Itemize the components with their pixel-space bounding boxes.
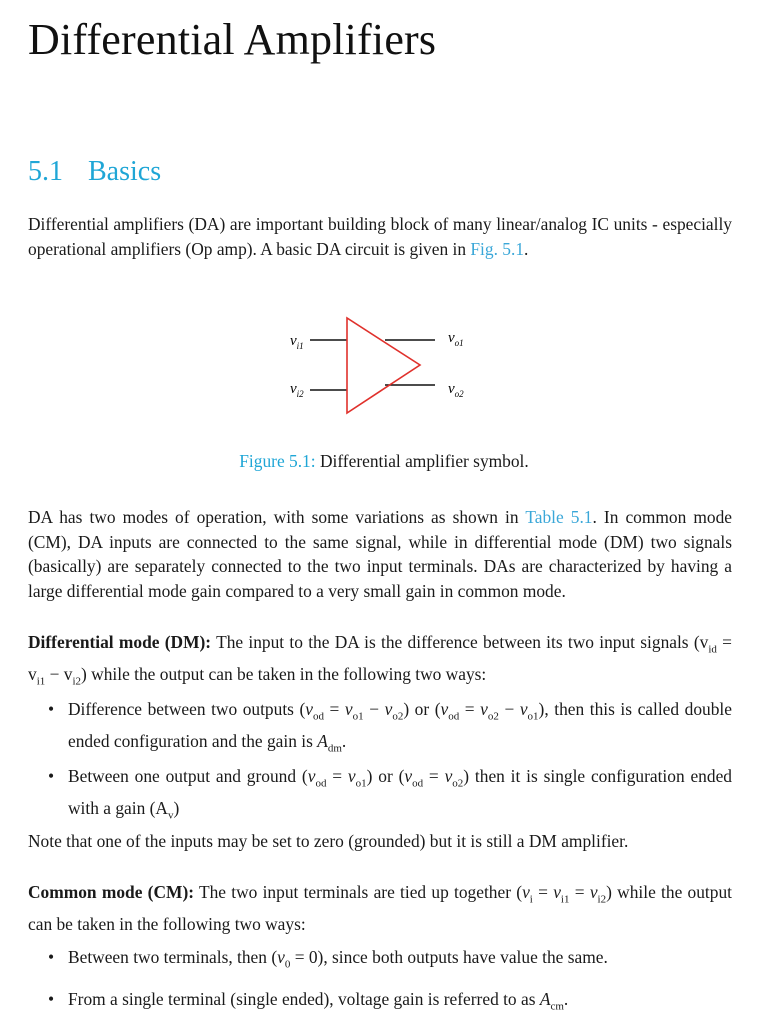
dm-bullet-list (48, 697, 732, 761)
bullet-icon: • (48, 699, 55, 719)
item-text: Between two terminals, then ( (68, 947, 278, 967)
dm-text: = v (28, 632, 732, 684)
intro-text-end: . (524, 238, 529, 259)
list-item (48, 764, 732, 828)
cm-text: The two input terminals are tied up together ( (194, 882, 523, 902)
item-text: = (423, 766, 445, 786)
table-reference-link[interactable]: Table 5.1 (525, 507, 593, 527)
math-var: v (444, 766, 453, 786)
math-sub: o1 (527, 710, 539, 723)
math-sub: od (315, 777, 327, 790)
amplifier-triangle (347, 318, 420, 413)
math-var: v (480, 699, 488, 719)
figure-caption-text: Differential amplifier symbol. (315, 451, 529, 471)
cm-text: = (532, 882, 554, 902)
item-text: . (563, 989, 569, 1009)
modes-text: DA has two modes of operation, with some variations as shown in (28, 507, 526, 527)
item-text: ) or ( (366, 766, 405, 786)
item-text: = (324, 699, 345, 719)
output-label-2: $v_{o2}$ (448, 381, 464, 399)
math-sub: i (529, 893, 533, 906)
math-sub: o2 (392, 710, 404, 723)
list-item (48, 697, 732, 761)
math-sub: o2 (487, 710, 499, 723)
math-sub: od (313, 710, 324, 723)
cm-text: = (569, 882, 590, 902)
figure-reference-link[interactable]: Fig. 5.1 (470, 238, 525, 259)
input-label-1: $v_{i1}$ (290, 333, 304, 351)
math-sub: dm (327, 742, 342, 755)
math-var: v (307, 766, 316, 786)
math-var: v (589, 882, 598, 902)
cm-paragraph (28, 880, 732, 936)
item-text: ), then this is called double ended configuration and the gain is (68, 699, 732, 751)
math-sub: o2 (452, 777, 464, 790)
cm-bullet-list-2 (48, 987, 732, 1019)
cm-heading: Common mode (CM): (28, 882, 195, 902)
item-text: = 0), since both outputs have value the same. (290, 947, 608, 967)
math-var: v (277, 947, 285, 967)
math-var: v (553, 882, 561, 902)
item-text: ) (173, 797, 180, 818)
section-heading (28, 156, 161, 188)
item-text: − (363, 699, 385, 719)
dm-sub: i2 (72, 675, 82, 688)
math-sub: v (167, 809, 174, 822)
item-text: ) then it is single configuration ended with a gain (A (68, 766, 732, 818)
dm-bullet-list-2 (48, 764, 732, 828)
item-text: . (341, 730, 347, 751)
chapter-title: Differential Amplifiers (28, 15, 437, 64)
intro-text: Differential amplifiers (DA) are important building block of many linear/analog IC units - especially operational amplifiers (Op amp). A basic DA circuit is given in (28, 214, 732, 259)
amplifier-symbol-diagram (270, 310, 500, 420)
dm-text: − v (45, 663, 73, 684)
math-var: v (404, 766, 413, 786)
dm-paragraph (28, 630, 732, 694)
item-text: − (498, 699, 520, 719)
input-label-2: $v_{i2}$ (290, 381, 304, 399)
math-var: v (344, 699, 353, 719)
math-var: A (539, 989, 551, 1009)
modes-text-end: . In common mode (CM), DA inputs are connected to the same signal, while in differential mode (DM) two signals (basically) are separately connected to the two input terminals. DAs are characterized by having a large differential mode gain compared to a very small gain in common mode. (28, 507, 732, 601)
dm-text: ) while the output can be taken in the following two ways: (81, 663, 487, 684)
math-sub: i2 (597, 893, 607, 906)
bullet-icon: • (48, 947, 55, 967)
figure-caption-label: Figure 5.1: (239, 451, 316, 471)
bullet-icon: • (48, 989, 55, 1009)
cm-bullet-list (48, 945, 732, 977)
math-sub: 0 (284, 958, 291, 971)
math-sub: cm (550, 1000, 564, 1013)
math-var: A (317, 730, 328, 751)
math-var: v (347, 766, 356, 786)
list-item (48, 987, 732, 1019)
section-title: Basics (88, 156, 162, 187)
cm-text: ) while the output can be taken in the following two ways: (28, 882, 732, 934)
math-var: v (440, 699, 449, 719)
item-text: = (459, 699, 481, 719)
math-sub: od (412, 777, 424, 790)
list-item (48, 945, 732, 977)
modes-paragraph (28, 505, 732, 603)
section-number: 5.1 (28, 156, 63, 187)
item-text: From a single terminal (single ended), voltage gain is referred to as (68, 989, 540, 1009)
dm-text: The input to the DA is the difference between its two input signals (v (211, 632, 709, 652)
math-var: v (305, 699, 313, 719)
figure-caption (0, 451, 768, 472)
math-var: v (522, 882, 530, 902)
math-sub: od (448, 710, 460, 723)
item-text: Between one output and ground ( (68, 766, 308, 786)
math-var: v (519, 699, 528, 719)
dm-sub: i1 (36, 675, 46, 688)
math-var: v (384, 699, 393, 719)
item-text: ) or ( (403, 699, 441, 719)
item-text: = (326, 766, 348, 786)
item-text: Difference between two outputs ( (68, 699, 306, 719)
intro-paragraph (28, 212, 732, 261)
math-sub: i1 (560, 893, 570, 906)
math-sub: o1 (352, 710, 364, 723)
math-sub: o1 (355, 777, 367, 790)
output-label-1: $v_{o1}$ (448, 330, 464, 348)
bullet-icon: • (48, 766, 55, 786)
dm-sub: id (708, 643, 717, 656)
dm-heading: Differential mode (DM): (28, 632, 212, 652)
dm-note: Note that one of the inputs may be set to zero (grounded) but it is still a DM amplifier. (28, 831, 629, 851)
differential-amplifier-figure (270, 310, 500, 420)
